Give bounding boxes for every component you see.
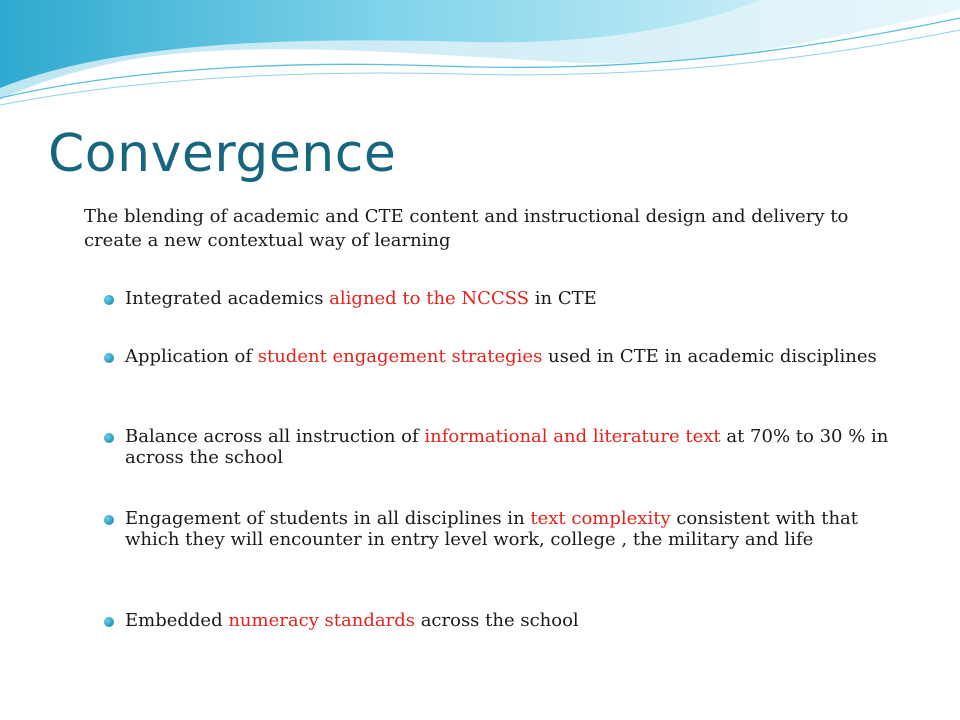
bullet-icon <box>104 433 114 443</box>
bullet-text-plain: Embedded <box>125 610 229 631</box>
bullet-text-plain: across the school <box>414 610 579 631</box>
bullet-text-plain: consistent with that which they will encounter in entry level work, college , the military and life <box>125 508 859 550</box>
bullet-text-plain: in CTE <box>529 288 597 309</box>
bullet-text-highlight: aligned to the NCCSS <box>329 288 530 309</box>
bullet-text <box>125 288 905 309</box>
bullet-text-plain: Engagement of students in all disciplines in <box>125 508 531 529</box>
bullet-text-highlight: informational and literature text <box>424 426 721 447</box>
bullet-text-plain: Balance across all instruction of <box>125 426 425 447</box>
bullet-text-plain: at 70% to 30 % in across the school <box>125 426 889 468</box>
bullet-text-plain: Application of <box>125 346 258 367</box>
bullet-icon <box>104 617 114 627</box>
bullet-text-plain: used in CTE in academic disciplines <box>542 346 877 367</box>
slide-title: Convergence <box>48 124 397 184</box>
bullet-icon <box>104 353 114 363</box>
bullet-icon <box>104 295 114 305</box>
bullet-text-highlight: student engagement strategies <box>257 346 543 367</box>
bullet-text <box>125 508 905 550</box>
bullet-icon <box>104 515 114 525</box>
bullet-text-highlight: text complexity <box>530 508 671 529</box>
bullet-text-highlight: numeracy standards <box>228 610 415 631</box>
wave-header-decoration <box>0 0 960 130</box>
bullet-text-plain: Integrated academics <box>125 288 330 309</box>
bullet-text <box>125 610 905 631</box>
bullet-text <box>125 346 905 367</box>
intro-text: The blending of academic and CTE content and instructional design and delivery to create a new contextual way of learning <box>84 206 849 251</box>
bullet-text <box>125 426 905 468</box>
